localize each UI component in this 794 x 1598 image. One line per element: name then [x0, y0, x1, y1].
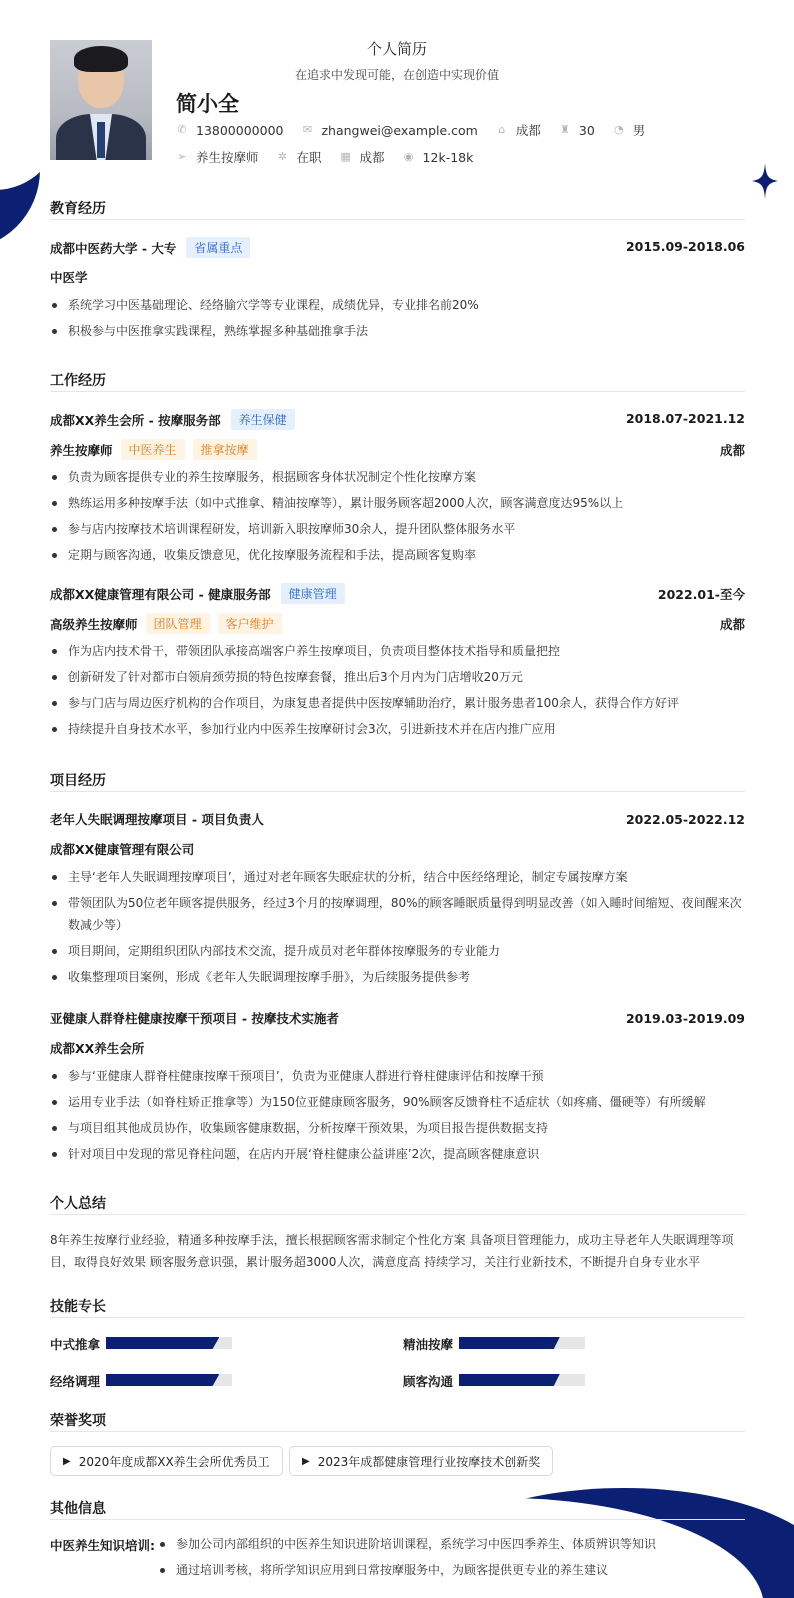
- role-tag: 客户维护: [218, 613, 282, 634]
- work-city-info: [340, 148, 385, 166]
- project-name: 亚健康人群脊柱健康按摩干预项目 - 按摩技术实施者: [50, 1011, 339, 1026]
- skill-bar: [459, 1337, 585, 1349]
- age-text: 30: [578, 122, 595, 138]
- list-item: 参与店内按摩技术培训课程研发，培训新入职按摩师30余人，提升团队整体服务水平: [50, 518, 750, 540]
- section-title-work: 工作经历: [50, 373, 106, 389]
- project-date: 2019.03-2019.09: [625, 1011, 745, 1026]
- email-text: zhangwei@example.com: [321, 122, 478, 138]
- project-name: 老年人失眠调理按摩项目 - 项目负责人: [50, 812, 264, 827]
- section-divider: [50, 1431, 745, 1432]
- section-divider: [50, 391, 745, 392]
- list-item: 参与门店与周边医疗机构的合作项目，为康复患者提供中医按摩辅助治疗，累计服务患者100余人，获得合作方好评: [50, 692, 750, 714]
- project-date: 2022.05-2022.12: [625, 812, 745, 827]
- gender-text: 男: [632, 123, 646, 138]
- sparkle-icon: [752, 163, 778, 199]
- role-tag: 团队管理: [146, 613, 210, 634]
- section-title-summary: 个人总结: [50, 1196, 106, 1212]
- section-divider: [50, 1317, 745, 1318]
- work-city: 成都: [719, 617, 745, 632]
- education-major: 中医学: [50, 270, 88, 285]
- skill-bar: [106, 1374, 232, 1386]
- award-text: 2023年成都健康管理行业按摩技术创新奖: [317, 1454, 541, 1469]
- skill-bar: [106, 1337, 232, 1349]
- salary-info: [403, 150, 474, 165]
- school-name: 成都中医药大学 - 大专: [50, 240, 177, 256]
- contact-info-row: [176, 121, 663, 139]
- send-icon: ➢: [177, 150, 187, 163]
- role-tag: 推拿按摩: [193, 439, 257, 460]
- list-item: 针对项目中发现的常见脊柱问题，在店内开展‘脊柱健康公益讲座’2次，提高顾客健康意识: [50, 1143, 750, 1165]
- list-item: 收集整理项目案例，形成《老年人失眠调理按摩手册》，为后续服务提供参考: [50, 966, 750, 988]
- list-item: 与项目组其他成员协作，收集顾客健康数据，分析按摩干预效果，为项目报告提供数据支持: [50, 1117, 750, 1139]
- section-divider: [50, 1519, 745, 1520]
- company-tag: 健康管理: [281, 583, 345, 604]
- work-city-text: 成都: [359, 150, 385, 165]
- skill-bar: [459, 1374, 585, 1386]
- phone-info: [176, 123, 283, 138]
- role-name: 高级养生按摩师: [50, 616, 138, 632]
- section-divider: [50, 1214, 745, 1215]
- award-badge: [289, 1446, 553, 1476]
- work-city: 成都: [719, 443, 745, 458]
- page-subtitle: 在追求中发现可能，在创造中实现价值: [294, 68, 499, 82]
- work-date: 2018.07-2021.12: [625, 411, 745, 426]
- list-item: 持续提升自身技术水平，参加行业内中医养生按摩研讨会3次，引进新技术并在店内推广应用: [50, 718, 750, 740]
- skill-bar-fill: [459, 1337, 560, 1349]
- work-company: [50, 409, 295, 430]
- age-icon: ♜: [559, 123, 570, 136]
- list-item: 参加公司内部组织的中医养生知识进阶培训课程，系统学习中医四季养生、体质辨识等知识: [158, 1533, 750, 1555]
- list-item: 创新研发了针对都市白领肩颈劳损的特色按摩套餐，推出后3个月内为门店增收20万元: [50, 666, 750, 688]
- gender-icon: ◔: [613, 123, 624, 136]
- skill-bar-fill: [459, 1374, 560, 1386]
- work-company: [50, 583, 345, 604]
- section-title-education: 教育经历: [50, 201, 106, 217]
- skill-label: 中式推拿: [50, 1337, 101, 1352]
- skill-label: 精油按摩: [403, 1337, 454, 1352]
- location-info: [496, 121, 541, 139]
- work-role: [50, 439, 257, 460]
- home-icon: ⌂: [498, 123, 506, 136]
- education-school: [50, 237, 250, 258]
- job-info-row: [176, 148, 491, 166]
- page-title: 个人简历: [366, 40, 427, 58]
- list-item: 带领团队为50位老年顾客提供服务，经过3个月的按摩调理，80%的顾客睡眠质量得到明显改善（如入睡时间缩短、夜间醒来次数减少等）: [50, 892, 750, 936]
- school-tag: 省属重点: [186, 237, 250, 258]
- skill-label: 经络调理: [50, 1374, 101, 1389]
- project-org: 成都XX健康管理有限公司: [50, 842, 195, 857]
- section-title-skills: 技能专长: [50, 1299, 106, 1315]
- company-tag: 养生保健: [231, 409, 295, 430]
- position-text: 养生按摩师: [196, 150, 259, 165]
- salary-icon: ◉: [403, 150, 414, 163]
- project-org: 成都XX养生会所: [50, 1041, 145, 1056]
- company-name: 成都XX养生会所 - 按摩服务部: [50, 412, 221, 428]
- list-item: 熟练运用多种按摩手法（如中式推拿、精油按摩等），累计服务顾客超2000人次，顾客满意度达95%以上: [50, 492, 750, 514]
- status-text: 在职: [296, 150, 322, 165]
- list-item: 主导‘老年人失眠调理按摩项目’，通过对老年顾客失眠症状的分析，结合中医经络理论，制定专属按摩方案: [50, 866, 750, 888]
- section-title-other: 其他信息: [50, 1501, 106, 1517]
- position-info: [176, 148, 259, 166]
- salary-text: 12k-18k: [422, 149, 474, 165]
- list-item: 运用专业手法（如脊柱矫正推拿等）为150位亚健康顾客服务，90%顾客反馈脊柱不适症状（如疼痛、僵硬等）有所缓解: [50, 1091, 750, 1113]
- email-info: [301, 123, 477, 138]
- list-item: 参与‘亚健康人群脊柱健康按摩干预项目’，负责为亚健康人群进行脊柱健康评估和按摩干预: [50, 1065, 750, 1087]
- status-info: [277, 148, 322, 166]
- work-date: 2022.01-至今: [657, 587, 745, 602]
- skill-bar-fill: [106, 1374, 219, 1386]
- award-text: 2020年度成都XX养生会所优秀员工: [78, 1454, 270, 1469]
- skill-bar-fill: [106, 1337, 219, 1349]
- list-item: 项目期间，定期组织团队内部技术交流，提升成员对老年群体按摩服务的专业能力: [50, 940, 750, 962]
- list-item: 通过培训考核，将所学知识应用到日常按摩服务中，为顾客提供更专业的养生建议: [158, 1559, 750, 1581]
- candidate-name: 简小全: [176, 92, 239, 116]
- list-item: 负责为顾客提供专业的养生按摩服务，根据顾客身体状况制定个性化按摩方案: [50, 466, 750, 488]
- role-tag: 中医养生: [121, 439, 185, 460]
- play-icon: ▶: [302, 1455, 310, 1467]
- phone-icon: ✆: [177, 123, 187, 136]
- section-divider: [50, 219, 745, 220]
- role-name: 养生按摩师: [50, 442, 113, 458]
- list-item: 定期与顾客沟通，收集反馈意见，优化按摩服务流程和手法，提高顾客复购率: [50, 544, 750, 566]
- phone-text: 13800000000: [196, 122, 284, 138]
- company-name: 成都XX健康管理有限公司 - 健康服务部: [50, 586, 271, 602]
- section-title-awards: 荣誉奖项: [50, 1413, 106, 1429]
- building-icon: ▦: [340, 150, 351, 163]
- list-item: 作为店内技术骨干，带领团队承接高端客户养生按摩项目，负责项目整体技术指导和质量把控: [50, 640, 750, 662]
- skill-label: 顾客沟通: [403, 1374, 454, 1389]
- work-role: [50, 613, 282, 634]
- mail-icon: ✉: [302, 123, 313, 136]
- age-info: [559, 123, 595, 138]
- status-icon: ✲: [277, 150, 288, 163]
- list-item: 系统学习中医基础理论、经络腧穴学等专业课程，成绩优异，专业排名前20%: [50, 294, 750, 316]
- section-divider: [50, 791, 745, 792]
- summary-text: 8年养生按摩行业经验，精通多种按摩手法，擅长根据顾客需求制定个性化方案 具备项目管理能力，成功主导老年人失眠调理等项目，取得良好效果 顾客服务意识强，累计服务超3000人次，满意度高 持续学习，关注行业新技术，不断提升自身专业水平: [50, 1233, 734, 1269]
- play-icon: ▶: [63, 1455, 71, 1467]
- gender-info: [613, 121, 646, 139]
- section-title-projects: 项目经历: [50, 773, 106, 789]
- award-badge: [50, 1446, 283, 1476]
- location-text: 成都: [515, 123, 541, 138]
- list-item: 积极参与中医推拿实践课程，熟练掌握多种基础推拿手法: [50, 320, 750, 342]
- other-label: 中医养生知识培训:: [50, 1538, 155, 1553]
- education-date: 2015.09-2018.06: [625, 239, 745, 254]
